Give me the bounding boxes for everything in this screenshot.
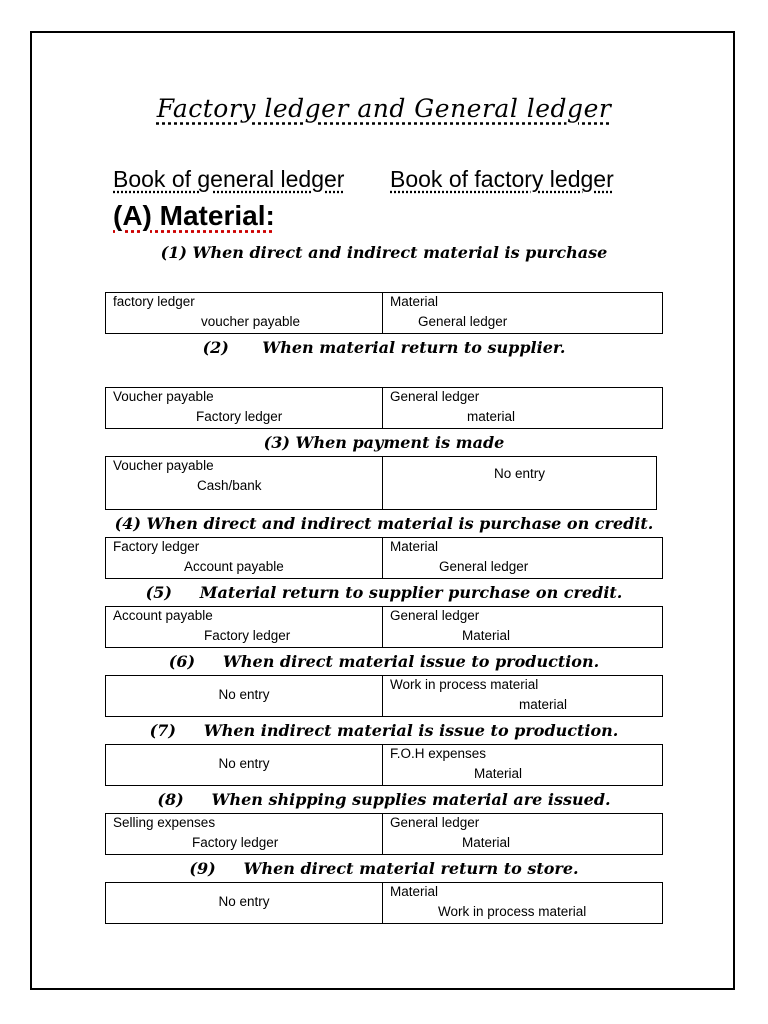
entry-caption: (7) When indirect material is issue to production.	[149, 721, 619, 740]
factory-ledger-cell	[383, 607, 662, 647]
debit-account: General ledger	[390, 608, 480, 623]
journal-entry	[105, 813, 663, 855]
credit-account: material	[519, 697, 568, 712]
factory-ledger-cell	[383, 293, 662, 333]
general-ledger-cell	[106, 388, 383, 428]
credit-account: General ledger	[439, 559, 529, 574]
factory-ledger-cell	[383, 388, 662, 428]
factory-ledger-heading: Book of factory ledger	[390, 166, 614, 192]
debit-account: Voucher payable	[113, 458, 214, 473]
general-ledger-heading: Book of general ledger	[113, 166, 345, 192]
credit-account: Account payable	[184, 559, 284, 574]
credit-account: Factory ledger	[204, 628, 291, 643]
no-entry-label: No entry	[218, 894, 270, 909]
journal-entry	[105, 387, 663, 429]
debit-account: Voucher payable	[113, 389, 214, 404]
general-ledger-cell	[106, 607, 383, 647]
credit-account: material	[467, 409, 516, 424]
entry-caption: (5) Material return to supplier purchase on credit.	[145, 583, 623, 602]
credit-account: Material	[462, 628, 511, 643]
debit-account: Material	[390, 539, 439, 554]
general-ledger-cell	[106, 538, 383, 578]
credit-account: Factory ledger	[192, 835, 279, 850]
entry-caption: (4) When direct and indirect material is purchase on credit.	[114, 514, 654, 533]
entry-caption: (9) When direct material return to store.	[189, 859, 579, 878]
debit-account: F.O.H expenses	[390, 746, 487, 761]
debit-account: Factory ledger	[113, 539, 200, 554]
no-entry-label: No entry	[218, 687, 270, 702]
general-ledger-cell	[106, 814, 383, 854]
general-ledger-cell	[106, 293, 383, 333]
no-entry-label: No entry	[218, 756, 270, 771]
general-ledger-cell	[106, 745, 383, 785]
document-title: Factory ledger and General ledger	[156, 94, 612, 123]
journal-entry	[105, 292, 663, 334]
credit-account: Work in process material	[438, 904, 587, 919]
credit-account: Material	[474, 766, 523, 781]
credit-account: General ledger	[418, 314, 508, 329]
debit-account: General ledger	[390, 815, 480, 830]
debit-account: Work in process material	[390, 677, 539, 692]
debit-account: Selling expenses	[113, 815, 216, 830]
credit-account: Cash/bank	[197, 478, 262, 493]
entry-caption: (1) When direct and indirect material is purchase	[160, 243, 608, 262]
credit-account: Factory ledger	[196, 409, 283, 424]
entry-caption: (8) When shipping supplies material are issued.	[157, 790, 611, 809]
journal-entry	[105, 675, 663, 717]
debit-account: Material	[390, 884, 439, 899]
factory-ledger-cell	[383, 814, 662, 854]
debit-account: General ledger	[390, 389, 480, 404]
no-entry-label: No entry	[493, 466, 546, 481]
section-heading: (A) Material:	[113, 200, 275, 231]
entry-caption: (6) When direct material issue to production.	[168, 652, 600, 671]
factory-ledger-cell	[383, 745, 662, 785]
factory-ledger-cell	[383, 883, 662, 923]
general-ledger-cell	[106, 676, 383, 716]
credit-account: Material	[462, 835, 511, 850]
general-ledger-cell	[106, 883, 383, 923]
journal-entry	[105, 744, 663, 786]
factory-ledger-cell	[383, 538, 662, 578]
general-ledger-cell	[106, 457, 383, 509]
credit-account: voucher payable	[201, 314, 301, 329]
factory-ledger-cell	[383, 676, 662, 716]
journal-entry	[105, 606, 663, 648]
debit-account: Account payable	[113, 608, 213, 623]
debit-account: Material	[390, 294, 439, 309]
factory-ledger-cell	[383, 457, 656, 509]
journal-entry	[105, 456, 657, 510]
debit-account: factory ledger	[113, 294, 195, 309]
journal-entry	[105, 882, 663, 924]
entry-caption: (2) When material return to supplier.	[202, 338, 566, 357]
entry-caption: (3) When payment is made	[263, 433, 505, 452]
journal-entry	[105, 537, 663, 579]
